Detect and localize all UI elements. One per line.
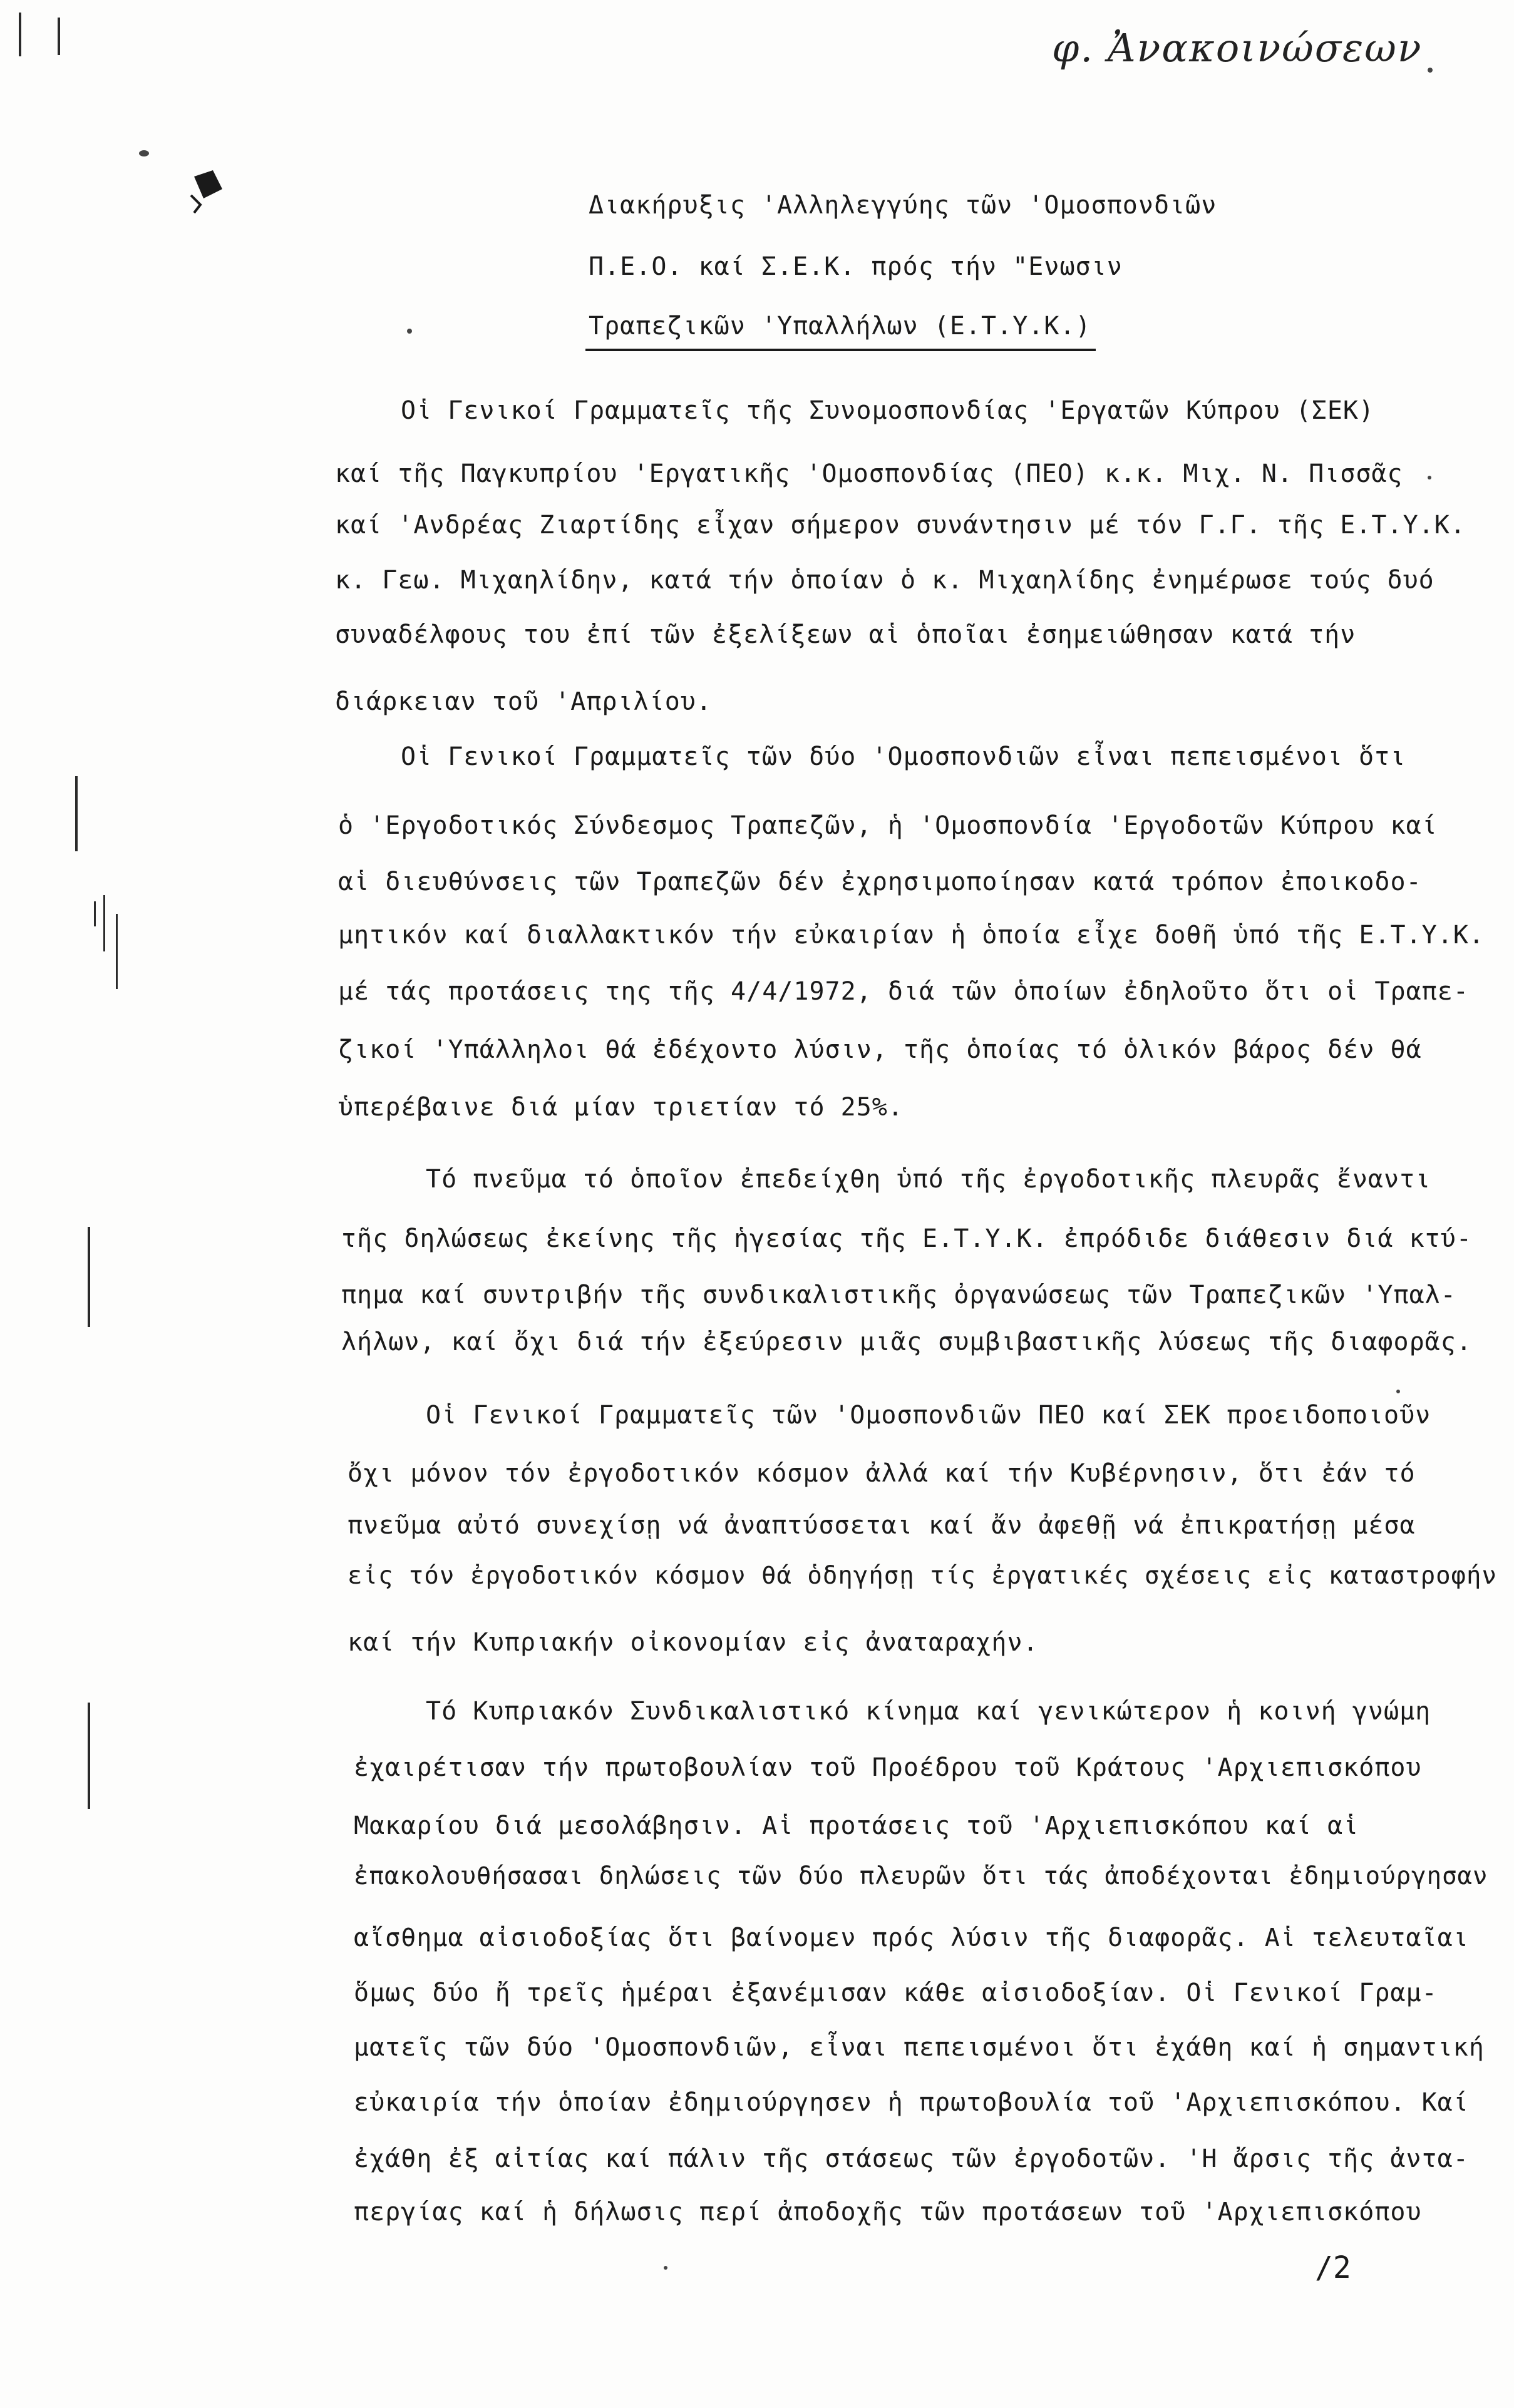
margin-mark	[19, 13, 21, 56]
margin-mark	[58, 18, 60, 55]
body-line: διάρκειαν τοῦ 'Απριλίου.	[335, 687, 712, 716]
body-line: αἱ διευθύνσεις τῶν Τραπεζῶν δέν ἐχρησιμοποίησαν κατά τρόπον ἐποικοδο-	[338, 868, 1422, 896]
body-line: Τό πνεῦμα τό ὁποῖον ἐπεδείχθη ὑπό τῆς ἐργοδοτικῆς πλευρᾶς ἔναντι	[426, 1165, 1431, 1194]
title-underline	[585, 349, 1096, 351]
body-line: ἐχάθη ἐξ αἰτίας καί πάλιν τῆς στάσεως τῶν ἐργοδοτῶν. 'Η ἄρσις τῆς ἀντα-	[354, 2144, 1469, 2173]
margin-mark	[116, 914, 118, 989]
body-line: συναδέλφους του ἐπί τῶν ἐξελίξεων αἱ ὁποῖαι ἐσημειώθησαν κατά τήν	[335, 620, 1356, 649]
title-line: Τραπεζικῶν 'Υπαλλήλων (Ε.Τ.Υ.Κ.)	[589, 312, 1091, 341]
body-line: ἐπακολουθήσασαι δηλώσεις τῶν δύο πλευρῶν ὅτι τάς ἀποδέχονται ἐδημιούργησαν	[354, 1862, 1488, 1890]
body-line: Τό Κυπριακόν Συνδικαλιστικό κίνημα καί γενικώτερον ἡ κοινή γνώμη	[426, 1697, 1431, 1726]
body-line: εὐκαιρία τήν ὁποίαν ἐδημιούργησεν ἡ πρωτοβουλία τοῦ 'Αρχιεπισκόπου. Καί	[354, 2088, 1469, 2117]
body-line: Μακαρίου διά μεσολάβησιν. Αἱ προτάσεις τοῦ 'Αρχιεπισκόπου καί αἱ	[354, 1811, 1359, 1840]
body-line: τῆς δηλώσεως ἐκείνης τῆς ἡγεσίας τῆς Ε.Τ.Υ.Κ. ἐπρόδιδε διάθεσιν διά κτύ-	[341, 1224, 1472, 1253]
body-line: ὁ 'Εργοδοτικός Σύνδεσμος Τραπεζῶν, ἡ 'Ομοσπονδία 'Εργοδοτῶν Κύπρου καί	[338, 811, 1438, 840]
body-line: ματεῖς τῶν δύο 'Ομοσπονδιῶν, εἶναι πεπεισμένοι ὅτι ἐχάθη καί ἡ σημαντική	[354, 2033, 1485, 2062]
title-line: Π.Ε.Ο. καί Σ.Ε.Κ. πρός τήν "Ενωσιν	[589, 252, 1123, 281]
ink-speck	[407, 329, 412, 334]
body-line: περγίας καί ἡ δήλωσις περί ἀποδοχῆς τῶν προτάσεων τοῦ 'Αρχιεπισκόπου	[354, 2198, 1422, 2226]
body-line: καί τῆς Παγκυπρίου 'Εργατικῆς 'Ομοσπονδίας (ΠΕΟ) κ.κ. Μιχ. Ν. Πισσᾶς	[335, 459, 1403, 488]
margin-mark	[103, 895, 105, 951]
staple-mark-icon	[188, 170, 225, 214]
body-line: Οἱ Γενικοί Γραμματεῖς τῶν δύο 'Ομοσπονδιῶν εἶναι πεπεισμένοι ὅτι	[401, 742, 1406, 771]
body-line: ὄχι μόνον τόν ἐργοδοτικόν κόσμον ἀλλά καί τήν Κυβέρνησιν, ὅτι ἐάν τό	[348, 1459, 1416, 1488]
ink-speck	[139, 150, 149, 156]
body-line: ἐχαιρέτισαν τήν πρωτοβουλίαν τοῦ Προέδρου τοῦ Κράτους 'Αρχιεπισκόπου	[354, 1753, 1422, 1782]
body-line: καί τήν Κυπριακήν οἰκονομίαν εἰς ἀναταραχήν.	[348, 1628, 1039, 1657]
body-line: πημα καί συντριβήν τῆς συνδικαλιστικῆς ὀργανώσεως τῶν Τραπεζικῶν 'Υπαλ-	[341, 1281, 1456, 1309]
margin-mark	[94, 901, 96, 926]
ink-speck	[664, 2266, 667, 2270]
page-number: /2	[1315, 2250, 1351, 2285]
body-line: καί 'Ανδρέας Ζιαρτίδης εἶχαν σήμερον συνάντησιν μέ τόν Γ.Γ. τῆς Ε.Τ.Υ.Κ.	[335, 511, 1466, 540]
body-line: αἴσθημα αἰσιοδοξίας ὅτι βαίνομεν πρός λύσιν τῆς διαφορᾶς. Αἱ τελευταῖαι	[354, 1924, 1469, 1952]
margin-mark	[88, 1227, 90, 1327]
title-line: Διακήρυξις 'Αλληλεγγύης τῶν 'Ομοσπονδιῶν	[589, 191, 1217, 220]
body-line: ὅμως δύο ἤ τρεῖς ἡμέραι ἐξανέμισαν κάθε αἰσιοδοξίαν. Οἱ Γενικοί Γραμ-	[354, 1979, 1438, 2007]
body-line: εἰς τόν ἐργοδοτικόν κόσμον θά ὁδηγήσῃ τίς ἐργατικές σχέσεις εἰς καταστροφήν	[348, 1562, 1497, 1590]
body-line: κ. Γεω. Μιχαηλίδην, κατά τήν ὁποίαν ὁ κ. Μιχαηλίδης ἐνημέρωσε τούς δυό	[335, 566, 1434, 595]
body-line: μητικόν καί διαλλακτικόν τήν εὐκαιρίαν ἡ ὁποία εἶχε δοθῆ ὑπό τῆς Ε.Τ.Υ.Κ.	[338, 921, 1485, 950]
body-line: Οἱ Γενικοί Γραμματεῖς τῶν 'Ομοσπονδιῶν ΠΕΟ καί ΣΕΚ προειδοποιοῦν	[426, 1401, 1431, 1430]
handwritten-annotation: φ. Ἀνακοινώσεων	[1052, 25, 1423, 71]
body-line: πνεῦμα αὐτό συνεχίσῃ νά ἀναπτύσσεται καί ἄν ἀφεθῇ νά ἐπικρατήσῃ μέσα	[348, 1511, 1416, 1540]
ink-speck	[1428, 476, 1431, 479]
body-line: Οἱ Γενικοί Γραμματεῖς τῆς Συνομοσπονδίας 'Εργατῶν Κύπρου (ΣΕΚ)	[401, 396, 1375, 425]
body-line: μέ τάς προτάσεις της τῆς 4/4/1972, διά τῶν ὁποίων ἐδηλοῦτο ὅτι οἱ Τραπε-	[338, 977, 1469, 1006]
margin-mark	[75, 776, 78, 851]
margin-mark	[88, 1703, 90, 1809]
body-line: ζικοί 'Υπάλληλοι θά ἐδέχοντο λύσιν, τῆς ὁποίας τό ὁλικόν βάρος δέν θά	[338, 1035, 1422, 1064]
body-line: λήλων, καί ὄχι διά τήν ἐξεύρεσιν μιᾶς συμβιβαστικῆς λύσεως τῆς διαφορᾶς.	[341, 1328, 1472, 1356]
ink-speck	[1396, 1390, 1400, 1393]
ink-speck	[1428, 68, 1433, 73]
body-line: ὑπερέβαινε διά μίαν τριετίαν τό 25%.	[338, 1093, 904, 1122]
